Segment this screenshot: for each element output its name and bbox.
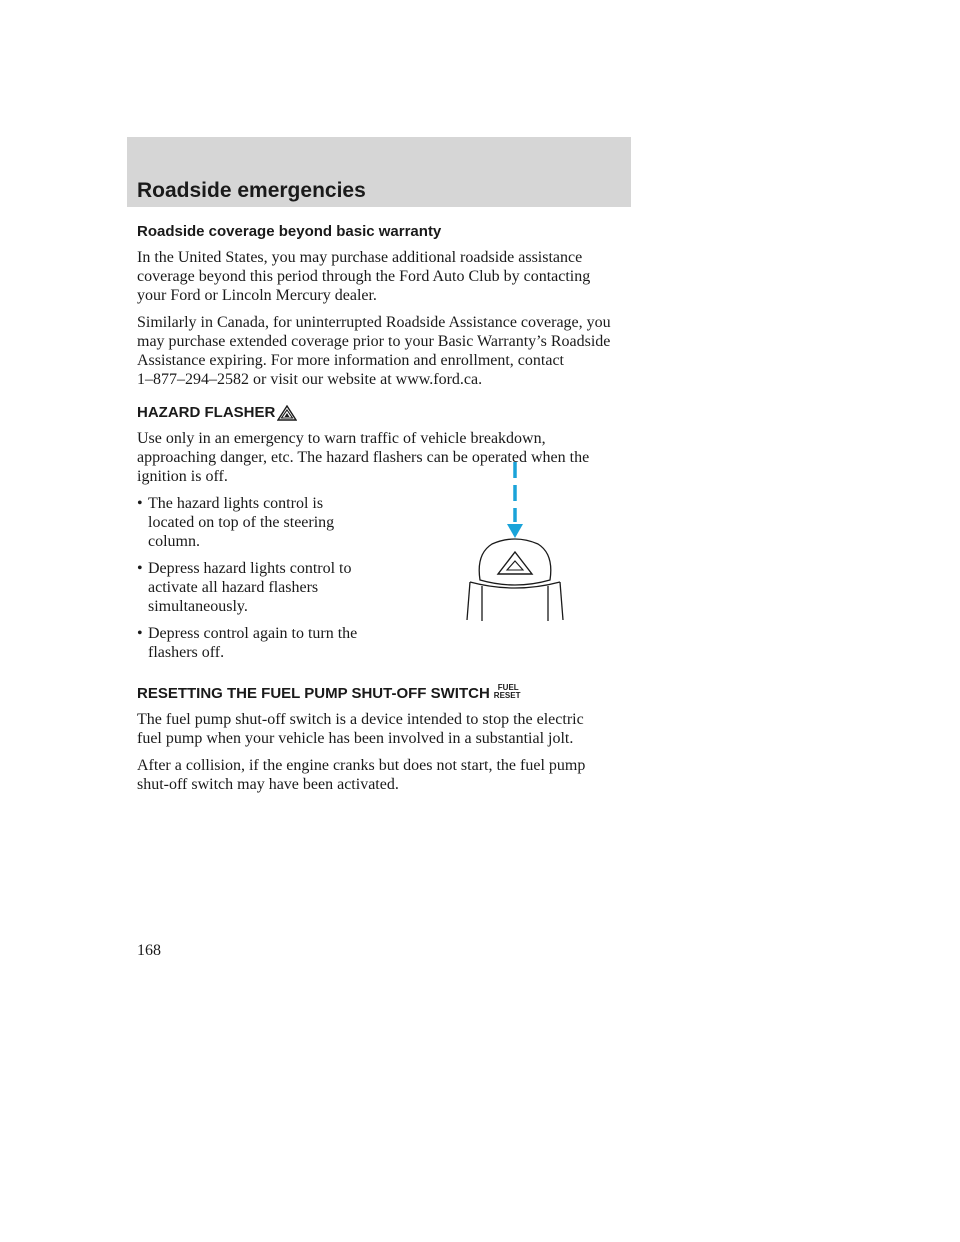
hazard-flasher-heading-text: HAZARD FLASHER: [137, 404, 276, 421]
text-line: Assistance expiring. For more information and enrollment, contact: [137, 352, 564, 369]
text-line: your Ford or Lincoln Mercury dealer.: [137, 287, 377, 304]
bullet-mark: •: [137, 560, 143, 577]
list-item: [137, 559, 387, 616]
coverage-heading: Roadside coverage beyond basic warranty: [137, 223, 442, 240]
fuel-pump-reset-heading: [137, 684, 637, 704]
hazard-flasher-heading: [137, 403, 637, 423]
text-line: may purchase extended coverage prior to your Basic Warranty’s Roadside: [137, 333, 611, 350]
bullet-text: [148, 559, 352, 616]
indicator-arrow-icon: [507, 462, 523, 538]
hazard-button-triangle-icon: [498, 552, 532, 574]
text-line: Depress control again to turn the: [148, 625, 358, 642]
text-line: flashers off.: [148, 644, 225, 661]
coverage-paragraph-canada: [137, 313, 637, 389]
text-line: located on top of the steering: [148, 514, 335, 531]
text-line: After a collision, if the engine cranks but does not start, the fuel pump: [137, 757, 586, 774]
hazard-bullet-list: [137, 494, 387, 662]
bullet-mark: •: [137, 495, 143, 512]
fuel-pump-paragraph-1: [137, 710, 637, 748]
text-line: In the United States, you may purchase additional roadside assistance: [137, 249, 583, 266]
text-line: ignition is off.: [137, 468, 228, 485]
text-line: shut-off switch may have been activated.: [137, 776, 399, 793]
fuel-pump-paragraph-2: [137, 756, 637, 794]
bullet-text: [148, 494, 334, 551]
hazard-switch-illustration: [462, 458, 568, 626]
text-line: fuel pump when your vehicle has been involved in a substantial jolt.: [137, 730, 574, 747]
fuel-reset-icon: [494, 684, 521, 700]
text-line: Depress hazard lights control to: [148, 560, 352, 577]
text-line: Use only in an emergency to warn traffic of vehicle breakdown,: [137, 430, 546, 447]
list-item: [137, 624, 387, 662]
text-line: activate all hazard flashers: [148, 579, 319, 596]
fuel-pump-reset-heading-text: RESETTING THE FUEL PUMP SHUT-OFF SWITCH: [137, 685, 490, 702]
chapter-header: [127, 137, 631, 207]
bullet-text: [148, 624, 357, 662]
fuel-reset-icon-line1: FUEL: [497, 683, 519, 692]
text-line: Similarly in Canada, for uninterrupted Roadside Assistance coverage, you: [137, 314, 611, 331]
text-line: The fuel pump shut-off switch is a device intended to stop the electric: [137, 711, 584, 728]
text-line: simultaneously.: [148, 598, 248, 615]
chapter-title: Roadside emergencies: [137, 179, 366, 202]
text-line: column.: [148, 533, 200, 550]
text-line: coverage beyond this period through the Ford Auto Club by contacting: [137, 268, 591, 285]
coverage-paragraph-us: [137, 248, 637, 305]
page-number: 168: [137, 942, 161, 959]
text-line: The hazard lights control is: [148, 495, 324, 512]
text-line: approaching danger, etc. The hazard flashers can be operated when the: [137, 449, 590, 466]
text-line: 1–877–294–2582 or visit our website at www.ford.ca.: [137, 371, 483, 388]
fuel-reset-icon-line2: RESET: [493, 691, 521, 700]
bullet-mark: •: [137, 625, 143, 642]
hazard-triangle-icon: [277, 405, 297, 421]
list-item: [137, 494, 387, 551]
